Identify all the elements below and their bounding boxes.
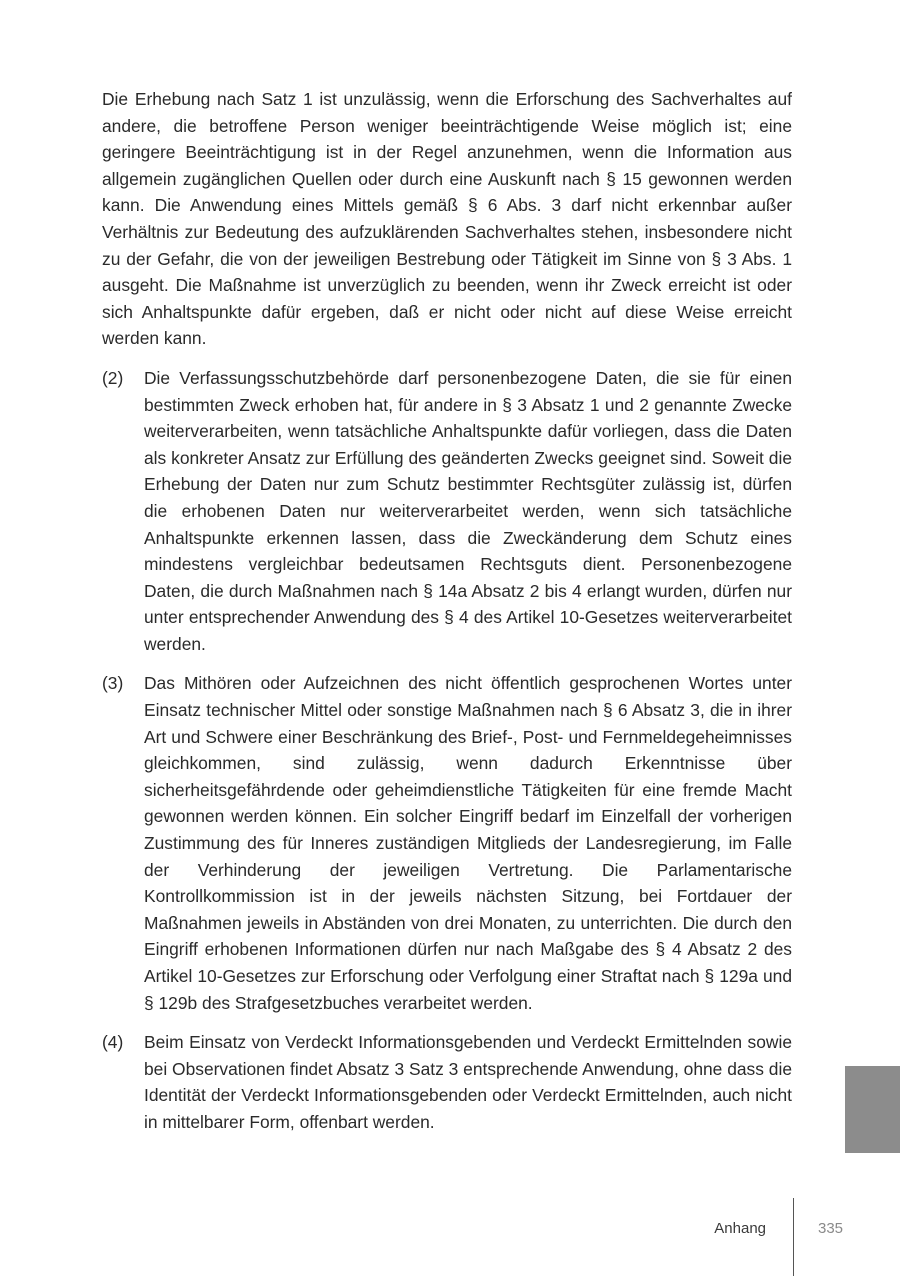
paragraph-2 xyxy=(102,365,792,658)
paragraph-number: (3) xyxy=(102,673,124,694)
paragraph-3 xyxy=(102,670,792,1016)
footer-divider xyxy=(793,1198,794,1276)
intro-paragraph: Die Erhebung nach Satz 1 ist unzulässig, wenn die Erforschung des Sachverhaltes auf andere, die betroffene Person weniger beeinträchtigende Weise möglich ist; eine geringere Beeinträchtigung ist in der Regel anzunehmen, wenn die Information aus allgemein zugänglichen Quellen oder durch eine Auskunft nach § 15 gewonnen werden kann. Die Anwendung eines Mittels gemäß § 6 Abs. 3 darf nicht erkennbar außer Verhältnis zur Bedeutung des aufzuklärenden Sachverhaltes stehen, insbesondere nicht zu der Gefahr, die von der jeweiligen Bestrebung oder Tätigkeit im Sinne von § 3 Abs. 1 ausgeht. Die Maßnahme ist unverzüglich zu beenden, wenn ihr Zweck erreicht ist oder sich Anhaltspunkte dafür ergeben, daß er nicht oder nicht auf diese Weise erreicht werden kann. xyxy=(102,89,792,349)
paragraph-text: Beim Einsatz von Verdeckt Informationsgebenden und Verdeckt Ermittelnden sowie bei Observationen findet Absatz 3 Satz 3 entsprechende Anwendung, ohne dass die Identität der Verdeckt Informationsgebenden oder Verdeckt Ermittelnden, auch nicht in mittelbarer Form, offenbart werden. xyxy=(144,1032,792,1132)
paragraph-number: (4) xyxy=(102,1032,124,1053)
document-body xyxy=(102,86,792,1136)
paragraph-text: Das Mithören oder Aufzeichnen des nicht öffentlich gesprochenen Wortes unter Einsatz technischer Mittel oder sonstige Maßnahmen nach § 6 Absatz 3, die in ihrer Art und Schwere einer Beschränkung des Brief-, Post- und Fernmeldegeheimnisses gleichkommen, sind zulässig, wenn dadurch Erkenntnisse über sicherheitsgefährdende oder geheimdienstliche Tätigkeiten für eine fremde Macht gewonnen werden können. Ein solcher Eingriff bedarf im Einzelfall der vorherigen Zustimmung des für Inneres zuständigen Mitglieds der Landesregierung, im Falle der Verhinderung der jeweiligen Vertretung. Die Parlamentarische Kontrollkommission ist in der jeweils nächsten Sitzung, bei Fortdauer der Maßnahmen jeweils in Abständen von drei Monaten, zu unterrichten. Die durch den Eingriff erhobenen Informationen dürfen nur nach Maßgabe des § 4 Absatz 2 des Artikel 10-Gesetzes zur Erforschung oder Verfolgung einer Straftat nach § 129a und § 129b des Strafgesetzbuches verarbeitet werden. xyxy=(144,673,792,1013)
paragraph-number: (2) xyxy=(102,367,124,388)
page-number: 335 xyxy=(818,1220,844,1237)
chapter-thumb-tab xyxy=(845,1066,900,1153)
footer-section-label: Anhang xyxy=(714,1220,766,1237)
paragraph-text: Die Verfassungsschutzbehörde darf personenbezogene Daten, die sie für einen bestimmten Zweck erhoben hat, für andere in § 3 Absatz 1 und 2 genannte Zwecke weiterverarbeiten, wenn tatsächliche Anhaltspunkte dafür vorliegen, dass die Daten als konkreter Ansatz zur Erfüllung des geänderten Zwecks geeignet sind. Soweit die Erhebung der Daten nur zum Schutz bestimmter Rechtsgüter zulässig ist, dürfen die erhobenen Daten nur weiterverarbeitet werden, wenn sich tatsächliche Anhaltspunkte erkennen lassen, dass die Zweckänderung dem Schutz eines mindestens vergleichbar bedeutsamen Rechtsguts dient. Personenbezogene Daten, die durch Maßnahmen nach § 14a Absatz 2 bis 4 erlangt wurden, dürfen nur unter entsprechender Anwendung des § 4 des Artikel 10-Gesetzes weiterverarbeitet werden. xyxy=(144,367,792,654)
paragraph-4 xyxy=(102,1029,792,1135)
